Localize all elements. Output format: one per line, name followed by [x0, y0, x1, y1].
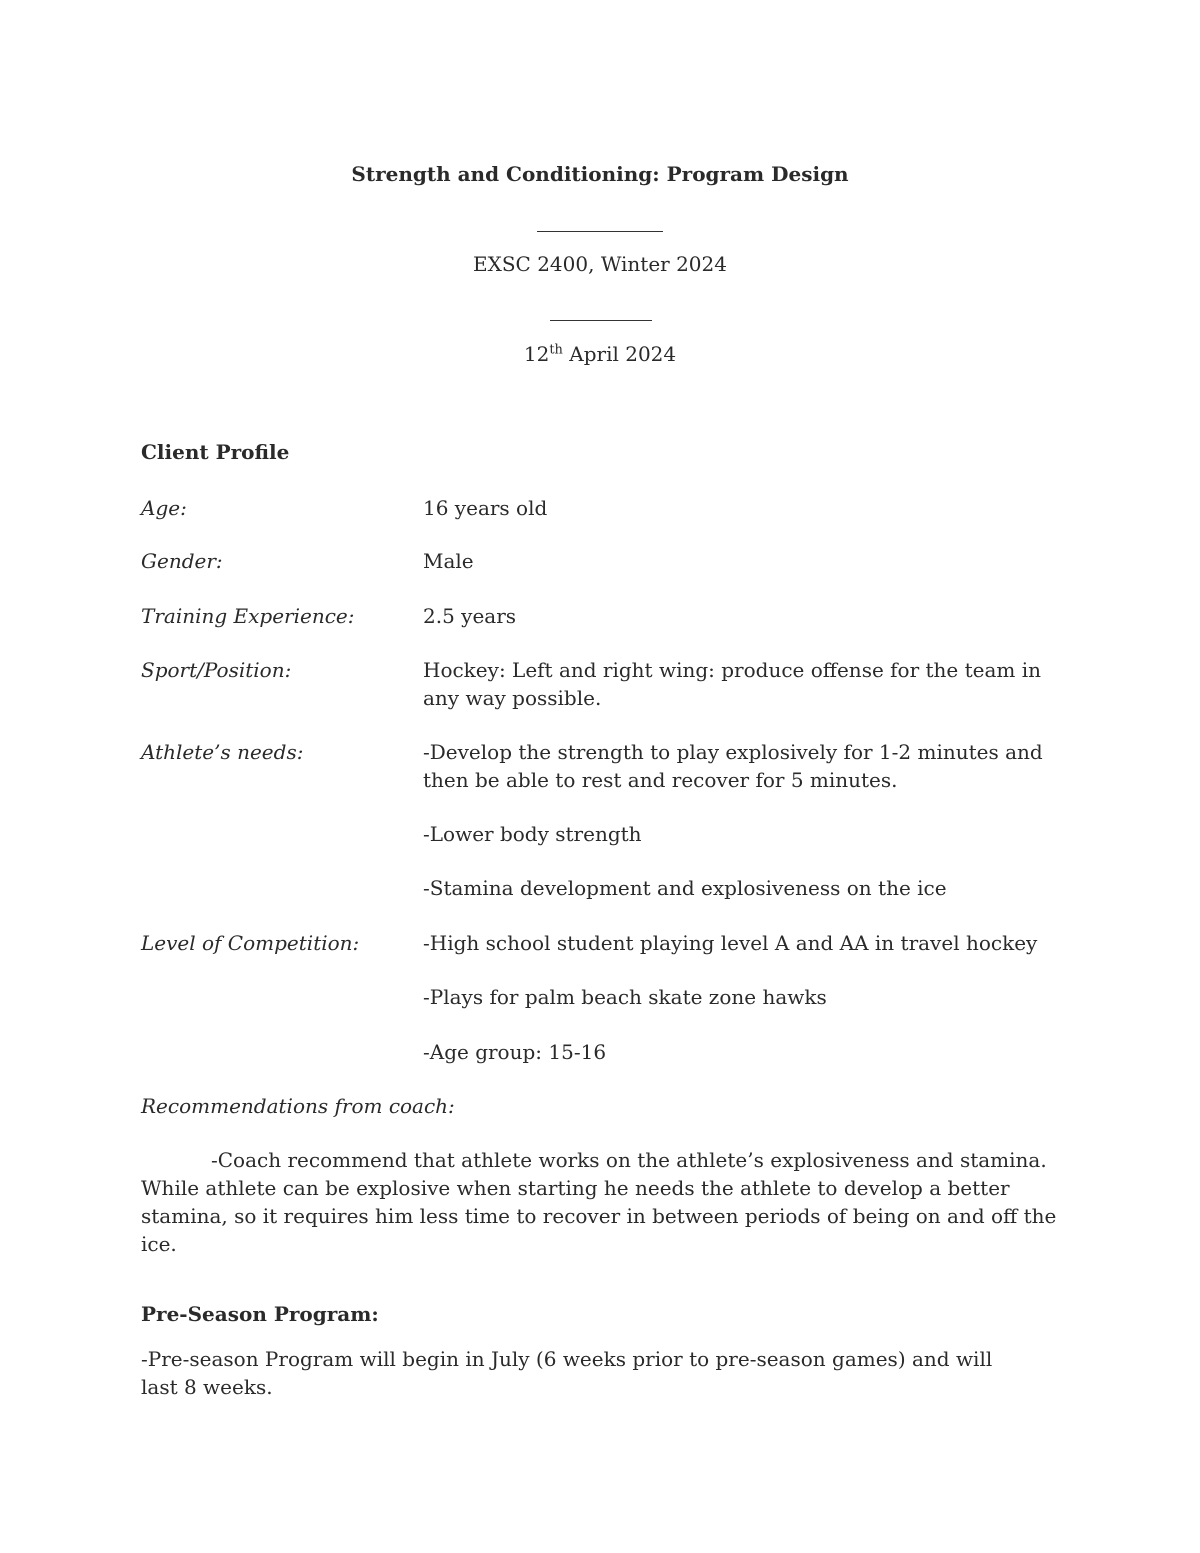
athlete-needs-item: -Lower body strength — [423, 822, 642, 846]
age-label: Age: — [141, 496, 187, 520]
document-date: 12th April 2024 — [523, 342, 677, 366]
recommendations-label: Recommendations from coach: — [141, 1094, 455, 1118]
document-title: Strength and Conditioning: Program Design — [351, 162, 849, 186]
gender-label: Gender: — [141, 549, 223, 573]
sport-position-label: Sport/Position: — [141, 658, 292, 682]
client-profile-heading: Client Profile — [141, 440, 290, 464]
athlete-needs-item: -Develop the strength to play explosively for 1-2 minutes and then be able to rest and recover for 5 minutes. — [423, 740, 1043, 792]
course-line: EXSC 2400, Winter 2024 — [473, 252, 727, 276]
training-experience-value: 2.5 years — [423, 604, 517, 628]
gender-value: Male — [423, 549, 474, 573]
recommendations-text: -Coach recommend that athlete works on the athlete’s explosiveness and stamina. While athlete can be explosive when starting he needs the athlete to develop a better stamina, so it requires him less time to recover in between periods of being on and off the ice. — [141, 1148, 1057, 1256]
athlete-needs-label: Athlete’s needs: — [141, 740, 304, 764]
competition-item: -Plays for palm beach skate zone hawks — [423, 985, 827, 1009]
course-divider — [550, 320, 652, 321]
pre-season-heading: Pre-Season Program: — [141, 1302, 379, 1326]
training-experience-label: Training Experience: — [141, 604, 355, 628]
sport-position-value: Hockey: Left and right wing: produce offense for the team in any way possible. — [423, 658, 1042, 710]
competition-item: -High school student playing level A and AA in travel hockey — [423, 931, 1038, 955]
athlete-needs-item: -Stamina development and explosiveness on the ice — [423, 876, 947, 900]
competition-item: -Age group: 15-16 — [423, 1040, 607, 1064]
age-value: 16 years old — [423, 496, 548, 520]
pre-season-text: -Pre-season Program will begin in July (6 weeks prior to pre-season games) and will last 8 weeks. — [141, 1347, 993, 1399]
level-of-competition-label: Level of Competition: — [141, 931, 360, 955]
title-divider — [537, 231, 663, 232]
